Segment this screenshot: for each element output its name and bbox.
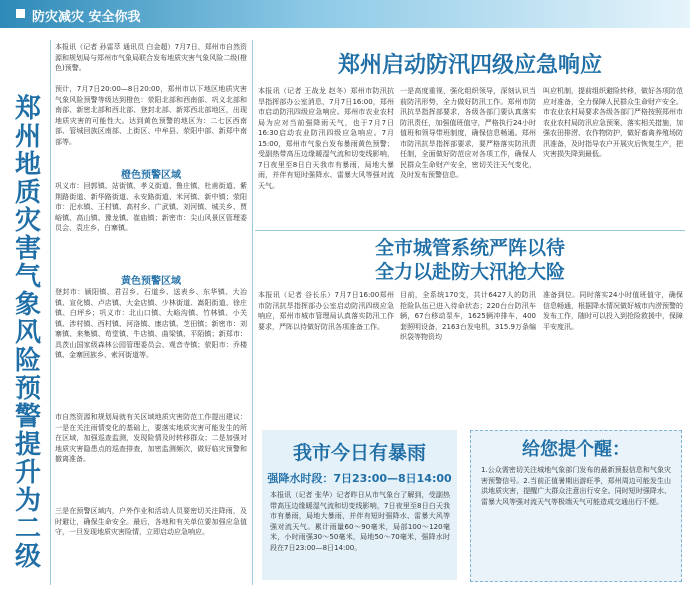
title-char: 象 bbox=[14, 290, 41, 320]
title-char: 险 bbox=[14, 346, 41, 376]
city-article-col3: 准备到位。同时落实24小时值班值守，确保信息畅通，根据降水情况做好城市内涝预警的发布工作，随时可以投入到抢险救援中，保障平安度汛。 bbox=[543, 291, 683, 331]
title-char: 质 bbox=[14, 178, 41, 208]
title-char: 警 bbox=[14, 402, 41, 432]
left-column-divider bbox=[50, 40, 51, 585]
city-article-col1: 本报讯（记者 谷长乐）7月7日16:00郑州市防汛抗旱指挥部办公室启动防汛四级应急响应，郑州市城市管理局认真落实防汛工作要求，严阵以待做好防汛各项准备工作。 bbox=[258, 291, 394, 331]
left-article-forecast: 预计，7月7日20:00—8日20:00，郑州市以下地区地质灾害气象风险预警等级达到橙色：荥阳北部和西南部、巩义北部和南部、新密北部和西北部、登封北部、新郑西北部地区，出现地质灾害的可能性大。达到黄色预警的地区为：二七区西南部、管城回族区南部、上街区、中牟县、荥阳中部、新郑中南部等。 bbox=[55, 85, 247, 146]
city-headline bbox=[315, 236, 625, 284]
city-headline-line2: 全力以赴防大汛抢大险 bbox=[374, 261, 565, 283]
title-char: 郑 bbox=[14, 94, 41, 124]
main-article-col3: 叫应机制，提前组织避险转移，做好各项防范应对准备，全力保障人民群众生命财产安全。市农业农村局要求各级各部门严格按照郑州市农业农村局防汛应急预案，落实相关措施，加强农田排涝、农作物防护，做好畜禽养殖场防汛准备，及时指导农户开展灾后恢复生产，把灾害损失降到最低。 bbox=[543, 87, 683, 158]
title-char: 风 bbox=[14, 318, 41, 348]
title-char: 地 bbox=[14, 150, 41, 180]
title-char: 级 bbox=[14, 542, 41, 572]
left-article-vertical-title bbox=[8, 95, 48, 571]
main-headline: 郑州启动防汛四级应急响应 bbox=[337, 53, 602, 78]
banner-label: 防灾减灾 安全你我 bbox=[32, 10, 141, 25]
middle-column-divider bbox=[252, 40, 253, 585]
orange-warning-text: 巩义市：回郭镇、站街镇、孝义街道、鲁庄镇、杜甫街道、紫荆路街道、新华路街道、永安路街道、米河镇、新中镇；荥阳市：汜水镇、王村镇、高村乡、广武镇、刘河镇、城关乡、贾峪镇、高山镇、豫龙镇、崔庙镇；新密市：尖山风景区管理委员会、袁庄乡、白寨镇。 bbox=[55, 182, 247, 232]
yellow-warning-title: 黄色预警区域 bbox=[121, 276, 181, 287]
main-article-col2: 一是高度重视，强化组织领导，深刻认识当前防汛形势，全力做好防汛工作。郑州市防汛抗旱指挥部要求，各级各部门要认真落实防汛责任，加强值班值守，严格执行24小时值班和领导带班制度，确保信息畅通。郑州市防汛抗旱指挥部要求，要严格落实防汛责任制，全面做好防范应对各项工作，确保人民群众生命财产安全，密切关注天气变化，及时发布预警信息。 bbox=[400, 87, 536, 179]
title-char: 二 bbox=[14, 514, 41, 544]
tip-box-title: 给您提个醒： bbox=[522, 439, 630, 460]
rain-box-title: 我市今日有暴雨 bbox=[292, 442, 426, 464]
title-char: 害 bbox=[14, 234, 41, 264]
section-divider bbox=[255, 230, 685, 231]
yellow-warning-text: 登封市：颍阳镇、君召乡、石道乡、送表乡、东华镇、大冶镇、宣化镇、卢店镇、大金店镇、少林街道、嵩阳街道、徐庄镇、白坪乡；巩义市：北山口镇、大峪沟镇、竹林镇、小关镇、涉村镇、西村镇、河洛镇、康店镇、芝田镇；新密市：刘寨镇、来集镇、苟堂镇、牛店镇、曲梁镇、平陌镇；新郑市：具茨山国家级森林公园管理委员会、观音寺镇；荥阳市：乔楼镇、金寨回族乡、索河街道等。 bbox=[55, 288, 247, 359]
city-headline-line1: 全市城管系统严阵以待 bbox=[374, 237, 565, 259]
rain-box bbox=[262, 430, 457, 580]
rain-box-time: 强降水时段：7日23:00—8日14:00 bbox=[267, 472, 452, 485]
orange-warning-title: 橙色预警区域 bbox=[121, 170, 181, 181]
left-article-measures: 市自然资源和规划局就有关区域地质灾害防范工作提出建议：一是在关注雨情变化的基础上，要落实地质灾害可能发生的所在区域，加强巡查监测，发现险情及时转移群众；二是加强对地质灾害隐患点的巡查排查，加密监测频次，做好临灾预警和撤离准备。 bbox=[55, 413, 247, 463]
title-char: 提 bbox=[14, 430, 41, 460]
banner-square-icon bbox=[16, 9, 25, 18]
title-char: 灾 bbox=[14, 206, 41, 236]
main-article-col1: 本报讯（记者 王战龙 赵冬）郑州市防汛抗旱指挥部办公室消息，7月7日16:00，郑州市启动防汛四级应急响应。郑州市农业农村局为应对当前强降雨天气，也于7月7日16:30启动农业防汛四级应急响应。7月15:00，郑州市气象台发布暴雨黄色预警；受副热带高压边缘暖湿气流和切变线影响，7日夜里至8日白天我市有暴雨，局地大暴雨，并伴有短时强降水、雷暴大风等强对流天气。 bbox=[258, 87, 394, 190]
top-banner bbox=[0, 0, 690, 28]
rain-box-body: 本报讯（记者 张华）记者昨日从市气象台了解到，受副热带高压边缘暖湿气流和切变线影响，7日夜里至8日白天我市有暴雨，局地大暴雨，并伴有短时强降水、雷暴大风等强对流天气。累计雨量60～90毫米，局部100～120毫米，小时雨强30～50毫米，局地50～70毫米，强降水时段在7日23:00—8日14:00。 bbox=[270, 491, 450, 552]
title-char: 升 bbox=[14, 458, 41, 488]
city-article-col2: 目前，全系统170支，共计6427人的防汛抢险队伍已进入待命状态；220台台防汛车辆，67台移动泵车，1625辆冲排车，400套照明设备，2163台发电机，315.9万条编织袋等物资均 bbox=[400, 291, 536, 341]
tip-box-items: 1.公众需密切关注城地气象部门发布的最新预报信息和气象灾害预警信号。2.当前正值暑期出游旺季，郑州周边可能发生山洪地质灾害，提醒广大群众注意出行安全。同时短时强降水、雷暴大风等强对流天气等极端天气可能造成交通出行不便。 bbox=[481, 466, 671, 506]
left-article-intro: 本报讯（记者 孙雷萃 通讯员 白金超）7月7日，郑州市自然资源和规划局与郑州市气象局联合发布地质灾害气象风险二级(橙色)预警。 bbox=[55, 43, 247, 72]
tip-box bbox=[470, 430, 682, 582]
left-article-ending: 三是在预警区域内，户外作业和活动人员要密切关注降雨，及时避让，确保生命安全。最后，各地和有关单位要加强应急值守，一旦发现地质灾害险情，立即启动应急响应。 bbox=[55, 507, 247, 536]
title-char: 预 bbox=[14, 374, 41, 404]
title-char: 为 bbox=[14, 486, 41, 516]
title-char: 州 bbox=[14, 122, 41, 152]
title-char: 气 bbox=[14, 262, 41, 292]
